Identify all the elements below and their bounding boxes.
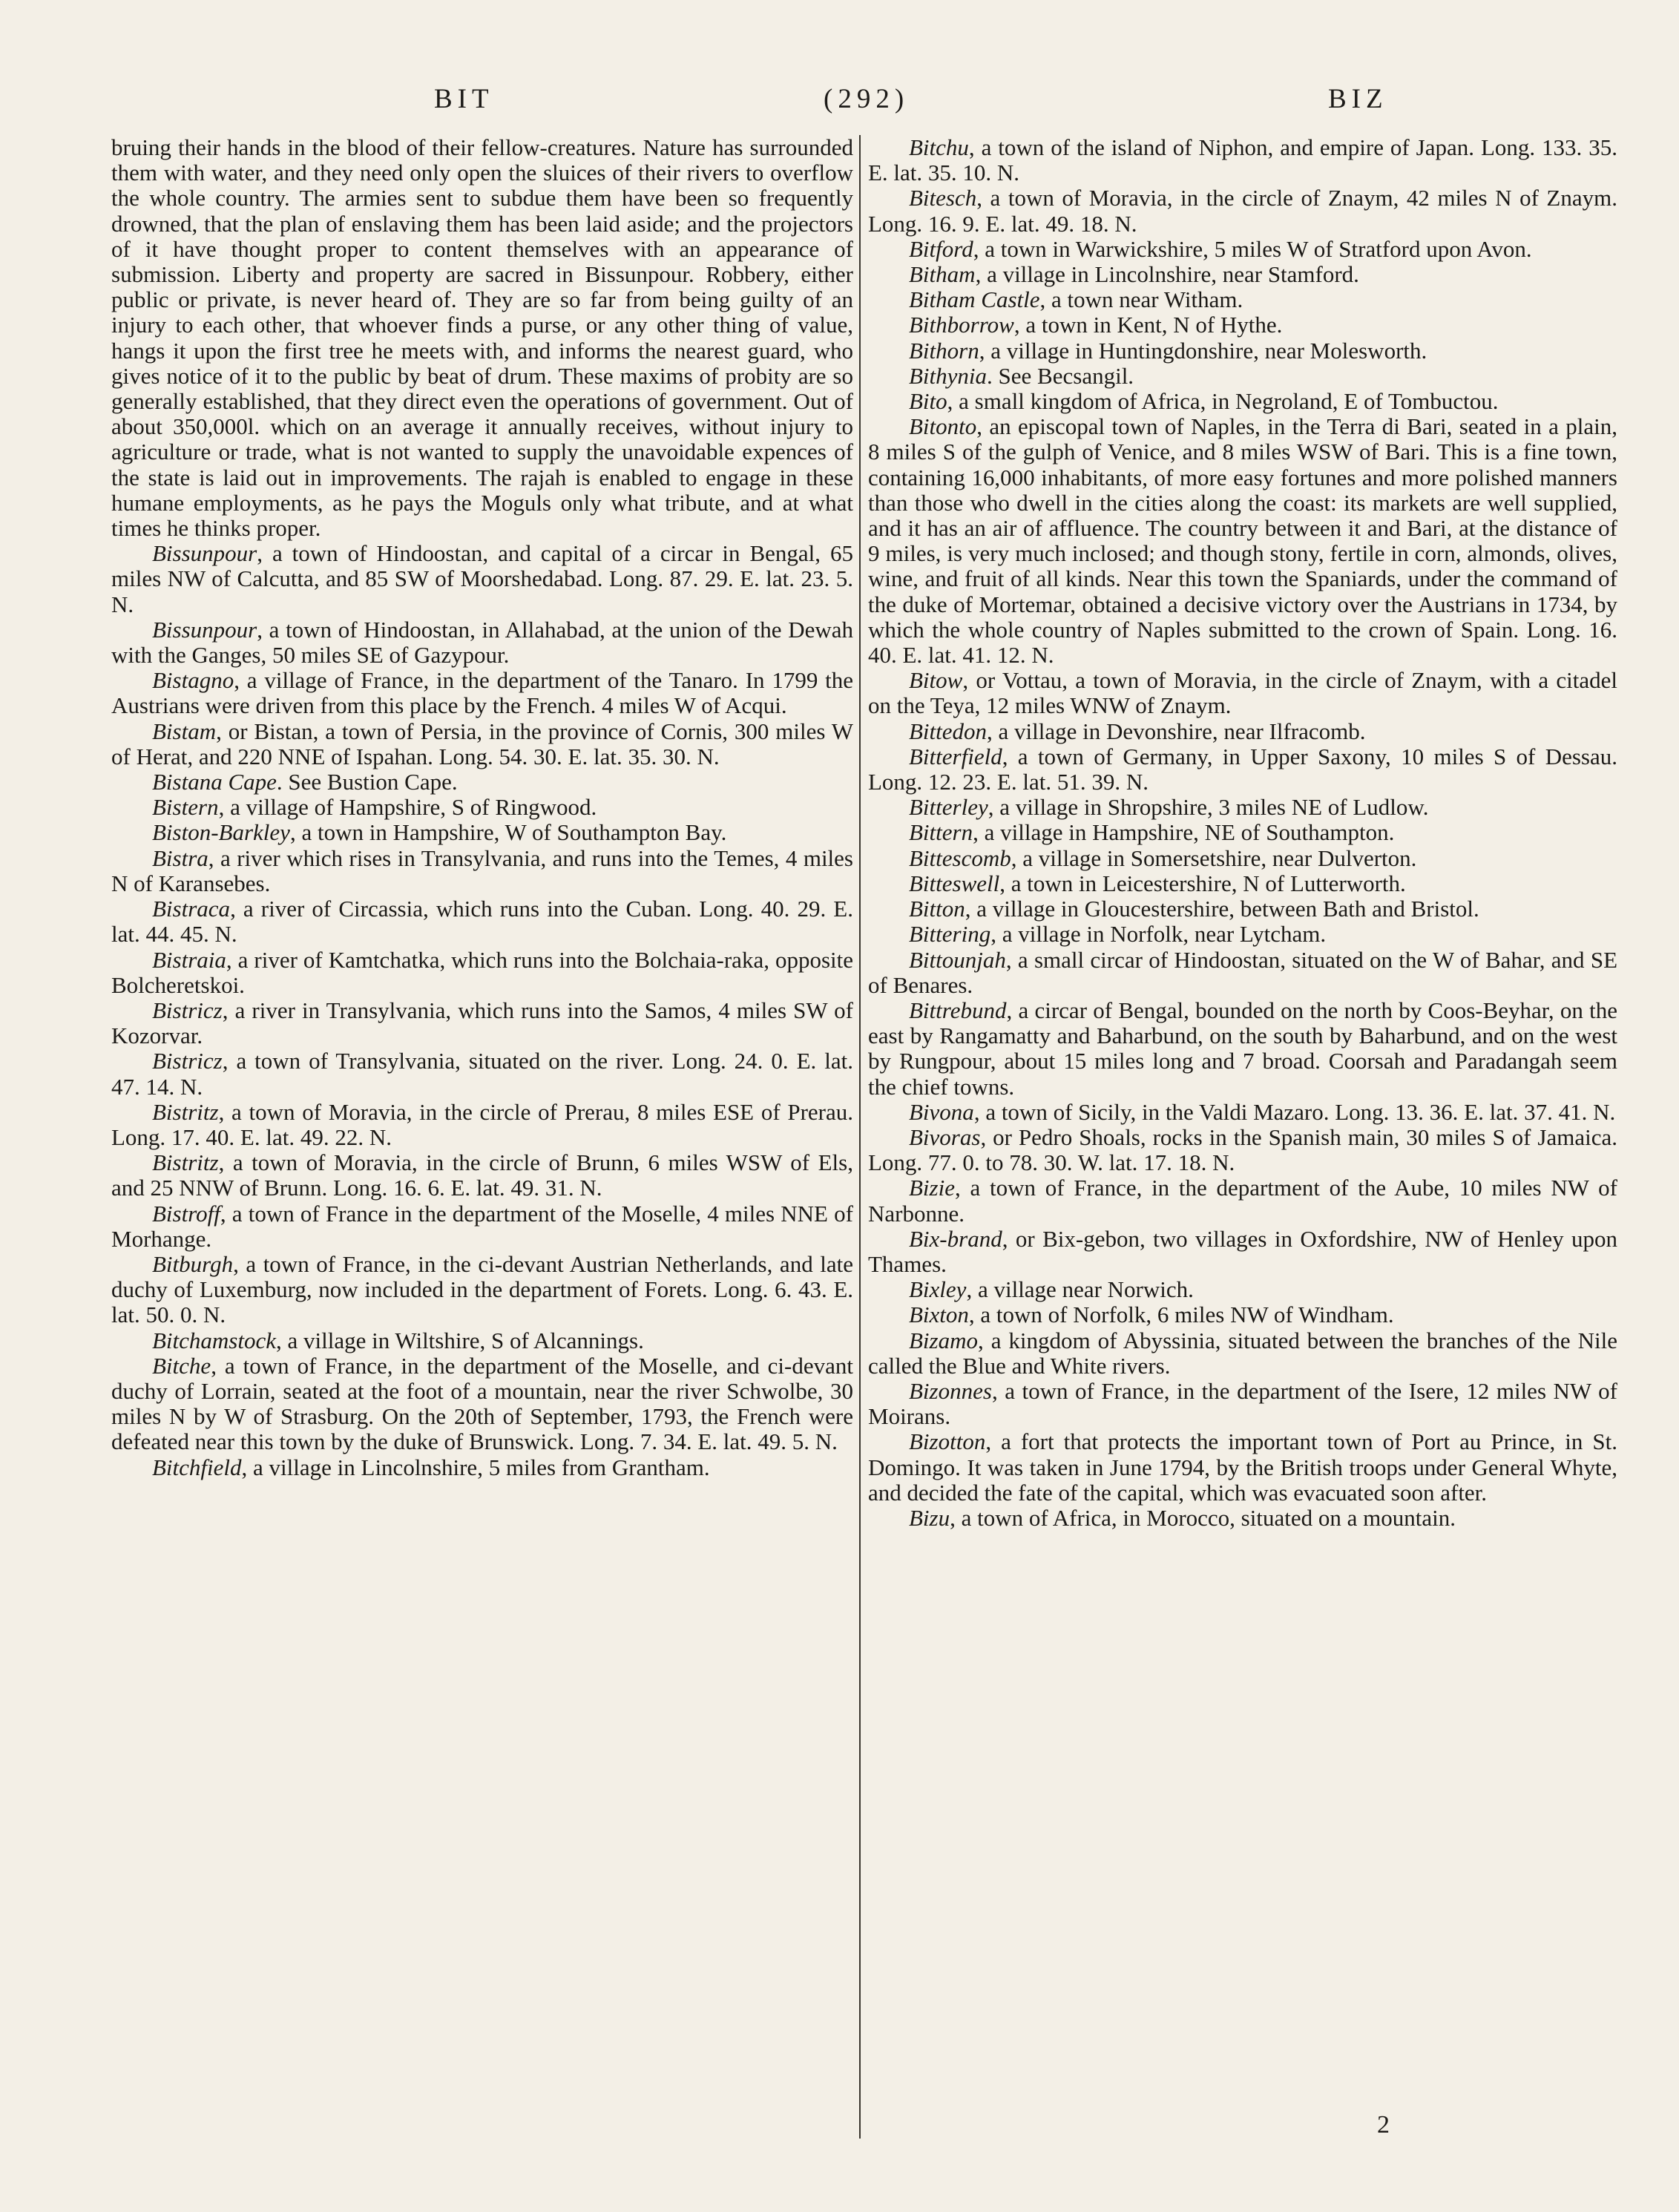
column-divider [859, 135, 861, 2139]
entry-headword: Bithynia [909, 362, 988, 389]
gazetteer-entry [868, 389, 1617, 414]
entry-text: , a village in Hampshire, NE of Southampton. [973, 819, 1395, 846]
entry-headword: Bizu [909, 1504, 950, 1531]
entry-text: , a village in Lincolnshire, 5 miles from Grantham. [241, 1454, 710, 1480]
gazetteer-entry [111, 769, 853, 795]
gazetteer-entry [868, 414, 1617, 668]
entry-headword: Bistritz [152, 1098, 219, 1125]
entry-text: , or Pedro Shoals, rocks in the Spanish main, 30 miles S of Jamaica. Long. 77. 0. to 78. 30. W. lat. 17. 18. N. [868, 1123, 1617, 1176]
entry-headword: Bizie [909, 1175, 955, 1201]
entry-headword: Bixley [909, 1276, 967, 1303]
gazetteer-entry [868, 795, 1617, 820]
gazetteer-entry [868, 820, 1617, 845]
entry-headword: Bistraca [152, 896, 231, 922]
entry-text: , a town in Kent, N of Hythe. [1013, 312, 1283, 338]
gazetteer-entry [111, 846, 853, 896]
entry-headword: Bittounjah [909, 946, 1006, 973]
entry-headword: Bistraia [152, 946, 226, 973]
entry-text: , a village in Somersetshire, near Dulverton. [1011, 844, 1417, 871]
entry-headword: Bittern [909, 819, 973, 846]
entry-text: . See Becsangil. [987, 362, 1134, 389]
entry-headword: Bistern [152, 794, 219, 821]
entry-headword: Bizotton [909, 1428, 986, 1455]
entry-headword: Bixton [909, 1302, 969, 1328]
entry-text: , a village near Norwich. [966, 1276, 1194, 1303]
gazetteer-entry [111, 617, 853, 668]
gazetteer-entry [868, 237, 1617, 262]
entry-text: , a village in Shropshire, 3 miles NE of Ludlow. [988, 794, 1429, 821]
entry-text: , a town of Hindoostan, and capital of a circar in Bengal, 65 miles NW of Calcutta, and 85 SW of Moorshedabad. Long. 87. 29. E. lat. 23. 5. N. [111, 540, 853, 617]
entry-headword: Bitham [909, 261, 976, 288]
gazetteer-entry [111, 795, 853, 820]
gazetteer-entry [111, 719, 853, 769]
entry-text: , a village of Hampshire, S of Ringwood. [218, 794, 597, 821]
gazetteer-entry [868, 186, 1617, 236]
entry-text: , a town of the island of Niphon, and empire of Japan. Long. 133. 35. E. lat. 35. 10. N. [868, 134, 1617, 186]
gazetteer-entry [111, 820, 853, 845]
entry-text: , a village in Devonshire, near Ilfracomb. [987, 718, 1366, 744]
entry-headword: Biston-Barkley [152, 819, 290, 846]
entry-text: , a small kingdom of Africa, in Negroland, E of Tombuctou. [947, 388, 1499, 415]
entry-headword: Bistricz [152, 997, 223, 1023]
gazetteer-entry [868, 846, 1617, 871]
entry-headword: Bistritz [152, 1149, 219, 1176]
entry-headword: Bitchu [909, 134, 969, 160]
entry-headword: Bitchamstock [152, 1327, 277, 1353]
entry-text: , a river in Transylvania, which runs into the Samos, 4 miles SW of Kozorvar. [111, 997, 853, 1049]
entry-text: , an episcopal town of Naples, in the Terra di Bari, seated in a plain, 8 miles S of the gulph of Venice, and 8 miles WSW of Bari. This is a fine town, containing 16,000 inhabitants, of more easy fortunes and more polished manners than those who dwell in the cities along the coast: its markets are well supplied, and it has an air of affluence. The country between it and Bari, at the distance of 9 miles, is very much inclosed; and though stony, fertile in corn, almonds, olives, wine, and fruit of all kinds. Near this town the Spaniards, under the command of the duke of Mortemar, obtained a decisive victory over the Austrians in 1734, by which the whole country of Naples submitted to the crown of Spain. Long. 16. 40. E. lat. 41. 12. N. [868, 413, 1617, 669]
gazetteer-entry [111, 948, 853, 998]
entry-headword: Bitonto [909, 413, 977, 440]
entry-text: , or Bistan, a town of Persia, in the province of Cornis, 300 miles W of Herat, and 220 NNE of Ispahan. Long. 54. 30. E. lat. 35. 30. N. [111, 718, 853, 769]
entry-headword: Bivoras [909, 1123, 981, 1150]
gazetteer-entry [111, 1353, 853, 1455]
entry-text: , a town in Hampshire, W of Southampton Bay. [289, 819, 727, 846]
entry-text: , a small circar of Hindoostan, situated on the W of Bahar, and SE of Benares. [868, 946, 1617, 998]
entry-headword: Bistra [152, 844, 208, 871]
gazetteer-entry [111, 1100, 853, 1150]
entry-text: , a village in Gloucestershire, between Bath and Bristol. [965, 896, 1479, 922]
gazetteer-entry [868, 1175, 1617, 1226]
signature-mark: 2 [1377, 2111, 1390, 2139]
entry-text: , a town of France in the department of the Moselle, 4 miles NNE of Morhange. [111, 1200, 853, 1252]
gazetteer-entry [111, 998, 853, 1048]
entry-text: , a fort that protects the important town of Port au Prince, in St. Domingo. It was taken in June 1794, by the British troops under General Whyte, and decided the fate of the capital, which was evacuated soon after. [868, 1428, 1617, 1506]
entry-headword: Bistricz [152, 1048, 223, 1074]
gazetteer-entry [868, 312, 1617, 338]
gazetteer-entry [868, 262, 1617, 287]
gazetteer-entry [868, 1379, 1617, 1429]
header-left-guideword: BIT [434, 84, 494, 114]
gazetteer-entry [868, 922, 1617, 947]
entry-text: , a town of France, in the ci-devant Austrian Netherlands, and late duchy of Luxemburg, now included in the department of Forets. Long. 6. 43. E. lat. 50. 0. N. [111, 1250, 853, 1328]
entry-headword: Bitford [909, 235, 973, 262]
gazetteer-entry [868, 338, 1617, 364]
gazetteer-entry [868, 998, 1617, 1100]
entry-headword: Bistroff [152, 1200, 220, 1227]
entry-text: , a village in Wiltshire, S of Alcannings. [276, 1327, 644, 1353]
gazetteer-entry [111, 541, 853, 617]
entry-headword: Bittedon [909, 718, 988, 744]
gazetteer-entry [868, 1328, 1617, 1379]
gazetteer-entry [111, 1252, 853, 1328]
gazetteer-entry [868, 1277, 1617, 1302]
entry-headword: Bivona [909, 1098, 974, 1125]
entry-headword: Bitterfield [909, 743, 1002, 769]
entry-text: , a town of Hindoostan, in Allahabad, at the union of the Dewah with the Ganges, 50 miles SE of Gazypour. [111, 616, 853, 669]
gazetteer-entry [868, 1125, 1617, 1175]
gazetteer-entry [111, 1328, 853, 1353]
entry-headword: Bitburgh [152, 1250, 234, 1277]
entry-headword: Bitton [909, 896, 965, 922]
entry-headword: Bittescomb [909, 844, 1011, 871]
gazetteer-entry [868, 668, 1617, 718]
entry-headword: Bitchfield [152, 1454, 242, 1480]
gazetteer-entry [111, 896, 853, 947]
gazetteer-entry [868, 1302, 1617, 1327]
entry-text: , a circar of Bengal, bounded on the north by Coos-Beyhar, on the east by Rangamatty and Baharbund, on the south by Baharbund, and on the west by Rungpour, about 15 miles long and 7 broad. Coorsah and Paradangah seem the chief towns. [868, 997, 1617, 1100]
gazetteer-entry [868, 1100, 1617, 1125]
entry-text: , a town of Moravia, in the circle of Brunn, 6 miles WSW of Els, and 25 NNW of Brunn. Long. 16. 6. E. lat. 49. 31. N. [111, 1149, 853, 1201]
entry-text: , a town in Warwickshire, 5 miles W of Stratford upon Avon. [973, 235, 1532, 262]
entry-text: , a town near Witham. [1039, 286, 1243, 313]
entry-headword: Bitham Castle [909, 286, 1040, 313]
entry-text: , a town of France, in the department of the Isere, 12 miles NW of Moirans. [868, 1377, 1617, 1430]
entry-text: , a kingdom of Abyssinia, situated between the branches of the Nile called the Blue and White rivers. [868, 1327, 1617, 1379]
gazetteer-entry [111, 1455, 853, 1480]
entry-headword: Bix-brand [909, 1225, 1002, 1252]
entry-headword: Bittering [909, 921, 991, 948]
entry-text: , a village in Lincolnshire, near Stamford. [975, 261, 1359, 288]
entry-text: , a town in Leicestershire, N of Lutterworth. [999, 870, 1406, 896]
gazetteer-entry [111, 1150, 853, 1201]
entry-headword: Bistana Cape [152, 769, 277, 795]
gazetteer-entry [868, 744, 1617, 795]
entry-text: , a town of Sicily, in the Valdi Mazaro. Long. 13. 36. E. lat. 37. 41. N. [973, 1098, 1616, 1125]
entry-headword: Bithborrow [909, 312, 1014, 338]
entry-headword: Bitche [152, 1352, 211, 1379]
gazetteer-entry [868, 135, 1617, 186]
entry-headword: Bithorn [909, 337, 979, 364]
entry-text: , or Bix-gebon, two villages in Oxfordshire, NW of Henley upon Thames. [868, 1225, 1617, 1277]
entry-text: , a village of France, in the department of the Tanaro. In 1799 the Austrians were driven from this place by the French. 4 miles W of Acqui. [111, 667, 853, 719]
page-number: (292) [824, 84, 910, 114]
entry-headword: Bitesch [909, 185, 977, 211]
entry-headword: Bissunpour [152, 616, 257, 643]
gazetteer-entry [868, 1429, 1617, 1506]
entry-text: , a town of Moravia, in the circle of Prerau, 8 miles ESE of Prerau. Long. 17. 40. E. lat. 49. 22. N. [111, 1098, 853, 1150]
entry-text: , a town of France, in the department of the Moselle, and ci-devant duchy of Lorrain, seated at the foot of a mountain, near the river Schwolbe, 30 miles N by W of Strasburg. On the 20th of September, 1793, the French were defeated near this town by the duke of Brunswick. Long. 7. 34. E. lat. 49. 5. N. [111, 1352, 853, 1455]
running-header [111, 83, 1568, 128]
entry-text: , a town of Germany, in Upper Saxony, 10 miles S of Dessau. Long. 12. 23. E. lat. 51. 39. N. [868, 743, 1617, 795]
entry-text: , a river of Circassia, which runs into the Cuban. Long. 40. 29. E. lat. 44. 45. N. [111, 896, 853, 948]
entry-headword: Bito [909, 388, 947, 415]
entry-text: , a town of Africa, in Morocco, situated on a mountain. [950, 1504, 1456, 1531]
entry-headword: Bitteswell [909, 870, 1000, 896]
entry-headword: Bittrebund [909, 997, 1007, 1023]
entry-text: , or Vottau, a town of Moravia, in the circle of Znaym, with a citadel on the Teya, 12 miles WNW of Znaym. [868, 667, 1617, 719]
entry-text: . See Bustion Cape. [276, 769, 458, 795]
gazetteer-entry [868, 871, 1617, 896]
entry-headword: Bissunpour [152, 540, 257, 567]
gazetteer-entry [868, 948, 1617, 998]
entry-headword: Bitterley [909, 794, 988, 821]
gazetteer-entry [868, 1506, 1617, 1531]
entry-headword: Bitow [909, 667, 963, 694]
left-column [111, 135, 853, 1480]
right-column [868, 135, 1617, 1531]
gazetteer-entry [111, 1201, 853, 1252]
gazetteer-entry [868, 719, 1617, 744]
gazetteer-entry [868, 1227, 1617, 1277]
entry-headword: Bizamo [909, 1327, 978, 1353]
entry-text: , a river of Kamtchatka, which runs into the Bolchaia-raka, opposite Bolcheretskoi. [111, 946, 853, 998]
gazetteer-entry [111, 1048, 853, 1099]
entry-headword: Bistagno [152, 667, 234, 694]
entry-text: , a town of Moravia, in the circle of Znaym, 42 miles N of Znaym. Long. 16. 9. E. lat. 49. 18. N. [868, 185, 1617, 237]
entry-text: , a river which rises in Transylvania, and runs into the Temes, 4 miles N of Karansebes. [111, 844, 853, 896]
entry-text: , a village in Huntingdonshire, near Molesworth. [979, 337, 1427, 364]
entry-text: , a town of Norfolk, 6 miles NW of Windham. [968, 1302, 1394, 1328]
entry-text: bruing their hands in the blood of their fellow-creatures. Nature has surrounded them with water, and they need only open the sluices of their rivers to overflow the whole country. The armies sent to subdue them have been so frequently drowned, that the plan of enslaving them has been laid aside; and the projectors of it have thought proper to content themselves with an appearance of submission. Liberty and property are sacred in Bissunpour. Robbery, either public or private, is never heard of. They are so far from being guilty of an injury to each other, that whoever finds a purse, or any other thing of value, hangs it upon the first tree he meets with, and informs the nearest guard, who gives notice of it to the public by beat of drum. These maxims of probity are so generally established, that they direct even the operations of government. Out of about 350,000l. which on an average it annually receives, without injury to agriculture or trade, what is not wanted to supply the unavoidable expences of the state is laid out in improvements. The rajah is enabled to engage in these humane employments, as he pays the Moguls only what tribute, and at what times he thinks proper. [111, 134, 853, 542]
header-right-guideword: BIZ [1328, 84, 1388, 114]
entry-headword: Bizonnes [909, 1377, 992, 1404]
gazetteer-entry [868, 896, 1617, 922]
entry-text: , a town of Transylvania, situated on the river. Long. 24. 0. E. lat. 47. 14. N. [111, 1048, 853, 1100]
gazetteer-entry [111, 135, 853, 541]
entry-headword: Bistam [152, 718, 217, 744]
entry-text: , a village in Norfolk, near Lytcham. [990, 921, 1327, 948]
entry-text: , a town of France, in the department of the Aube, 10 miles NW of Narbonne. [868, 1175, 1617, 1227]
gazetteer-entry [868, 287, 1617, 312]
gazetteer-entry [868, 364, 1617, 389]
gazetteer-entry [111, 668, 853, 718]
